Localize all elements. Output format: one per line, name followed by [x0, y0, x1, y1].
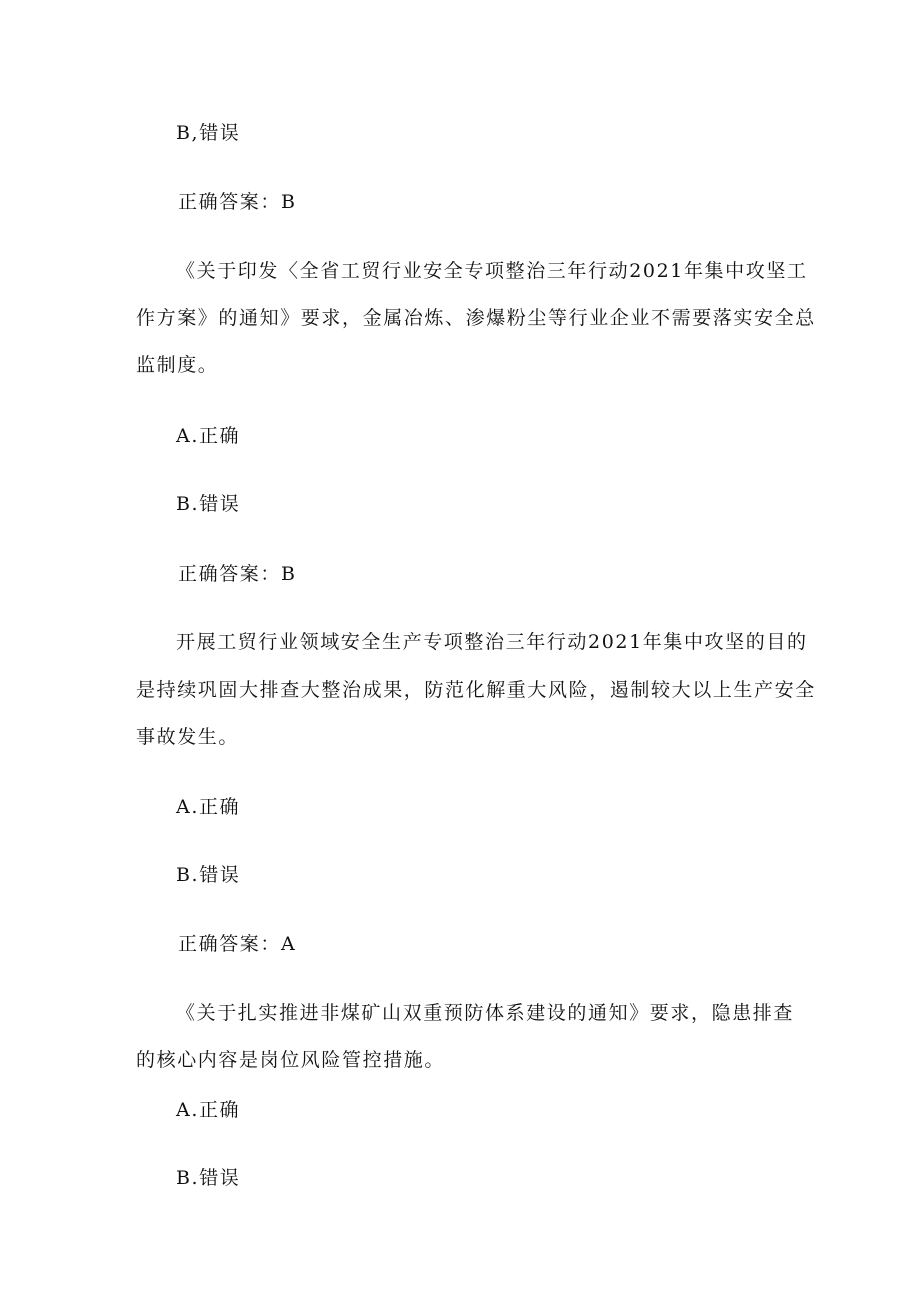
option-b: B.错误	[176, 493, 241, 515]
question-3-line-2: 是持续巩固大排查大整治成果，防范化解重大风险，遏制较大以上生产安全	[136, 679, 816, 701]
option-b: B,错误	[176, 122, 241, 144]
correct-answer: 正确答案：B	[178, 563, 297, 585]
question-4-line-1: 《关于扎实推进非煤矿山双重预防体系建设的通知》要求，隐患排查	[176, 1002, 795, 1024]
option-a: A.正确	[176, 425, 241, 447]
question-2-line-3: 监制度。	[136, 354, 219, 376]
question-2-line-1: 《关于印发〈全省工贸行业安全专项整治三年行动2021年集中攻坚工	[176, 260, 808, 282]
question-3-line-1: 开展工贸行业领域安全生产专项整治三年行动2021年集中攻坚的目的	[176, 631, 808, 653]
option-a: A.正确	[176, 1099, 241, 1121]
correct-answer: 正确答案：B	[178, 191, 297, 213]
question-4-line-2: 的核心内容是岗位风险管控措施。	[136, 1049, 446, 1071]
question-2-line-2: 作方案》的通知》要求，金属冶炼、渗爆粉尘等行业企业不需要落实安全总	[136, 307, 816, 329]
option-a: A.正确	[176, 796, 241, 818]
correct-answer: 正确答案：A	[178, 933, 297, 955]
option-b: B.错误	[176, 864, 241, 886]
option-b: B.错误	[176, 1167, 241, 1189]
question-3-line-3: 事故发生。	[136, 726, 240, 748]
